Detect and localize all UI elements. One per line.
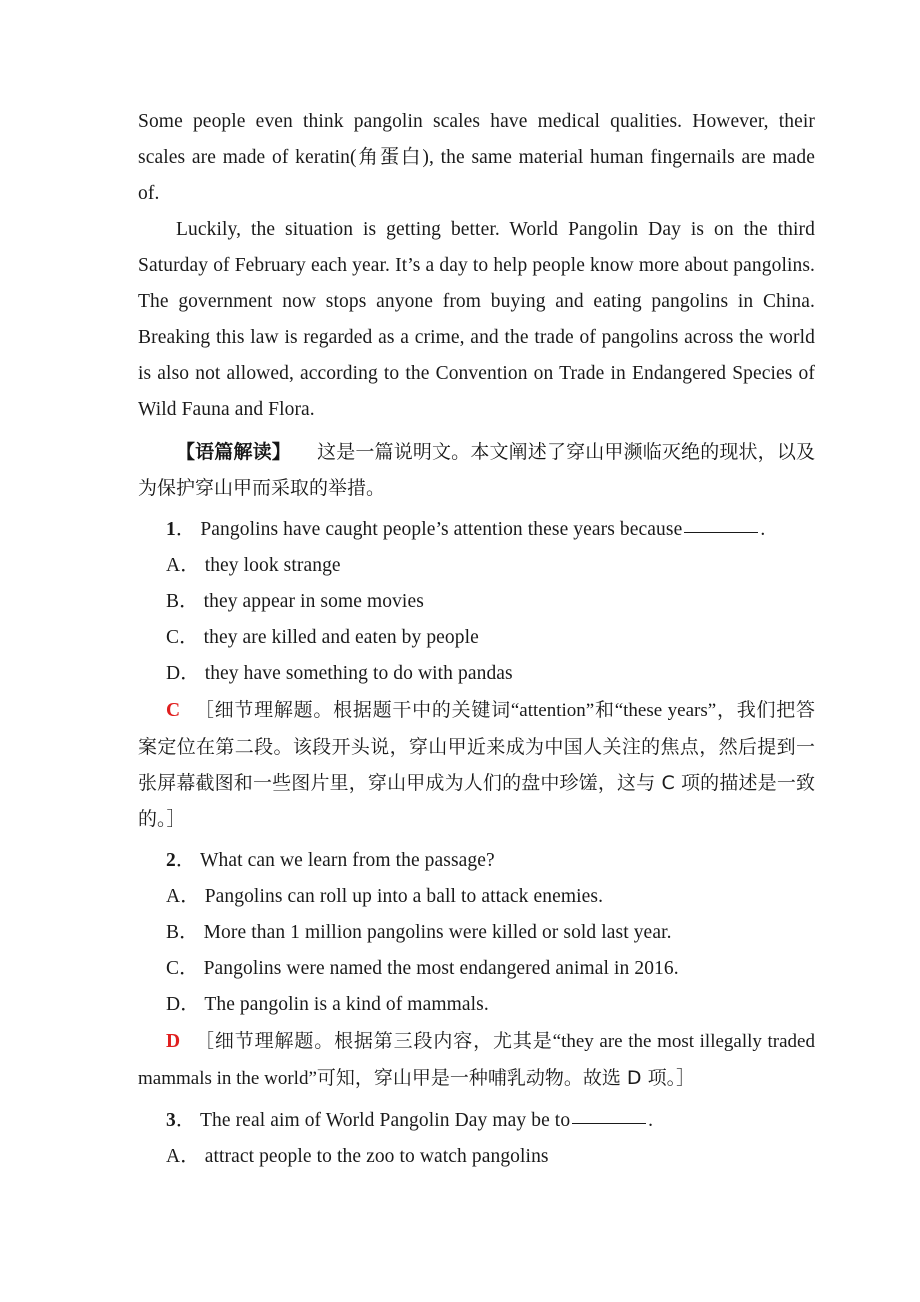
option-d[interactable]	[138, 987, 815, 1023]
option-dot: ．	[180, 994, 200, 1015]
option-d[interactable]	[138, 656, 815, 692]
answer-explanation	[138, 692, 815, 837]
option-b[interactable]	[138, 584, 815, 620]
answer-explanation	[138, 1023, 815, 1097]
explanation-quote-1: “attention”	[510, 700, 595, 721]
passage-paragraph-2: Luckily, the situation is getting better. World Pangolin Day is on the third Saturday of February each year. It’s a day to help people know more about pangolins. The government now stops anyone from buying and eating pangolins in China. Breaking this law is regarded as a crime, and the trade of pangolins across the world is also not allowed, according to the Convention on Trade in Endangered Species of Wild Fauna and Flora.	[138, 219, 815, 420]
option-letter: C	[166, 627, 180, 648]
option-dot: ．	[179, 958, 199, 979]
question-number: 2	[166, 850, 176, 871]
option-text: they appear in some movies	[203, 591, 424, 612]
option-dot: ．	[179, 591, 199, 612]
question-text: What can we learn from the passage?	[200, 850, 495, 871]
question-stem	[138, 1103, 815, 1139]
option-dot: ．	[180, 555, 200, 576]
passage-paragraph-1: Some people even think pangolin scales have medical qualities. However, their scales are made of keratin(角蛋白), the same material human fingernails are made of.	[138, 111, 815, 204]
question-separator: ．	[175, 1110, 196, 1131]
explanation-quote-1: “they are the most illegally traded mammals in the world”	[138, 1031, 815, 1089]
option-dot: ．	[180, 663, 200, 684]
option-text: The pangolin is a kind of mammals.	[204, 994, 489, 1015]
question-separator: ．	[175, 850, 196, 871]
option-letter: D	[166, 994, 181, 1015]
explanation-close-bracket: ］	[166, 808, 186, 830]
answer-blank[interactable]	[572, 1123, 646, 1124]
option-dot: ．	[179, 922, 199, 943]
option-c[interactable]	[138, 620, 815, 656]
analysis-text: 这是一篇说明文。本文阐述了穿山甲濒临灭绝的现状，以及为保护穿山甲而采取的举措。	[138, 441, 815, 499]
option-letter: A	[166, 555, 181, 576]
explanation-zh-3: ，我们把答案定位在第二段。该段开头说，穿山甲近来成为中国人关注的焦点，然后提到一张屏幕截图和一些图片里，穿山甲成为人们的盘中珍馐，这与 C 项的描述是一致的。	[138, 699, 815, 830]
option-b[interactable]	[138, 915, 815, 951]
explanation-quote-2: “these years”	[614, 700, 717, 721]
option-dot: ．	[180, 1146, 200, 1167]
option-text: attract people to the zoo to watch pangolins	[204, 1146, 549, 1167]
option-letter: D	[166, 663, 181, 684]
question-number: 3	[166, 1110, 176, 1131]
option-dot: ．	[179, 627, 199, 648]
explanation-zh-1: 细节理解题。根据题干中的关键词	[214, 699, 511, 721]
text-column	[138, 104, 815, 1175]
explanation-open-bracket: ［	[194, 699, 215, 721]
answer-blank[interactable]	[684, 532, 758, 533]
option-letter: C	[166, 958, 180, 979]
option-text: they have something to do with pandas	[204, 663, 513, 684]
explanation-zh-2: 可知，穿山甲是一种哺乳动物。故选 D 项。	[316, 1067, 677, 1089]
analysis-block	[138, 434, 815, 506]
explanation-open-bracket: ［	[194, 1030, 215, 1052]
option-letter: A	[166, 1146, 181, 1167]
option-text: Pangolins were named the most endangered animal in 2016.	[203, 958, 679, 979]
question-text: The real aim of World Pangolin Day may be to	[200, 1110, 571, 1131]
question-punctuation: .	[648, 1110, 654, 1131]
explanation-zh-1: 细节理解题。根据第三段内容，尤其是	[214, 1030, 553, 1052]
question-stem	[138, 843, 815, 879]
option-text: More than 1 million pangolins were killed or sold last year.	[203, 922, 672, 943]
answer-letter: D	[166, 1031, 181, 1052]
option-text: Pangolins can roll up into a ball to attack enemies.	[204, 886, 604, 907]
option-c[interactable]	[138, 951, 815, 987]
explanation-close-bracket: ］	[676, 1067, 696, 1089]
question-text: Pangolins have caught people’s attention these years because	[200, 519, 683, 540]
option-a[interactable]	[138, 1139, 815, 1175]
option-a[interactable]	[138, 879, 815, 915]
option-a[interactable]	[138, 548, 815, 584]
answer-letter: C	[166, 700, 181, 721]
option-text: they are killed and eaten by people	[203, 627, 479, 648]
option-text: they look strange	[204, 555, 341, 576]
question-separator: ．	[175, 519, 196, 540]
option-dot: ．	[180, 886, 200, 907]
option-letter: B	[166, 922, 180, 943]
option-letter: A	[166, 886, 181, 907]
question-stem	[138, 512, 815, 548]
question-number: 1	[166, 519, 176, 540]
explanation-zh-2: 和	[594, 699, 615, 721]
question-punctuation: .	[760, 519, 766, 540]
analysis-label: 【语篇解读】	[176, 441, 291, 463]
option-letter: B	[166, 591, 180, 612]
